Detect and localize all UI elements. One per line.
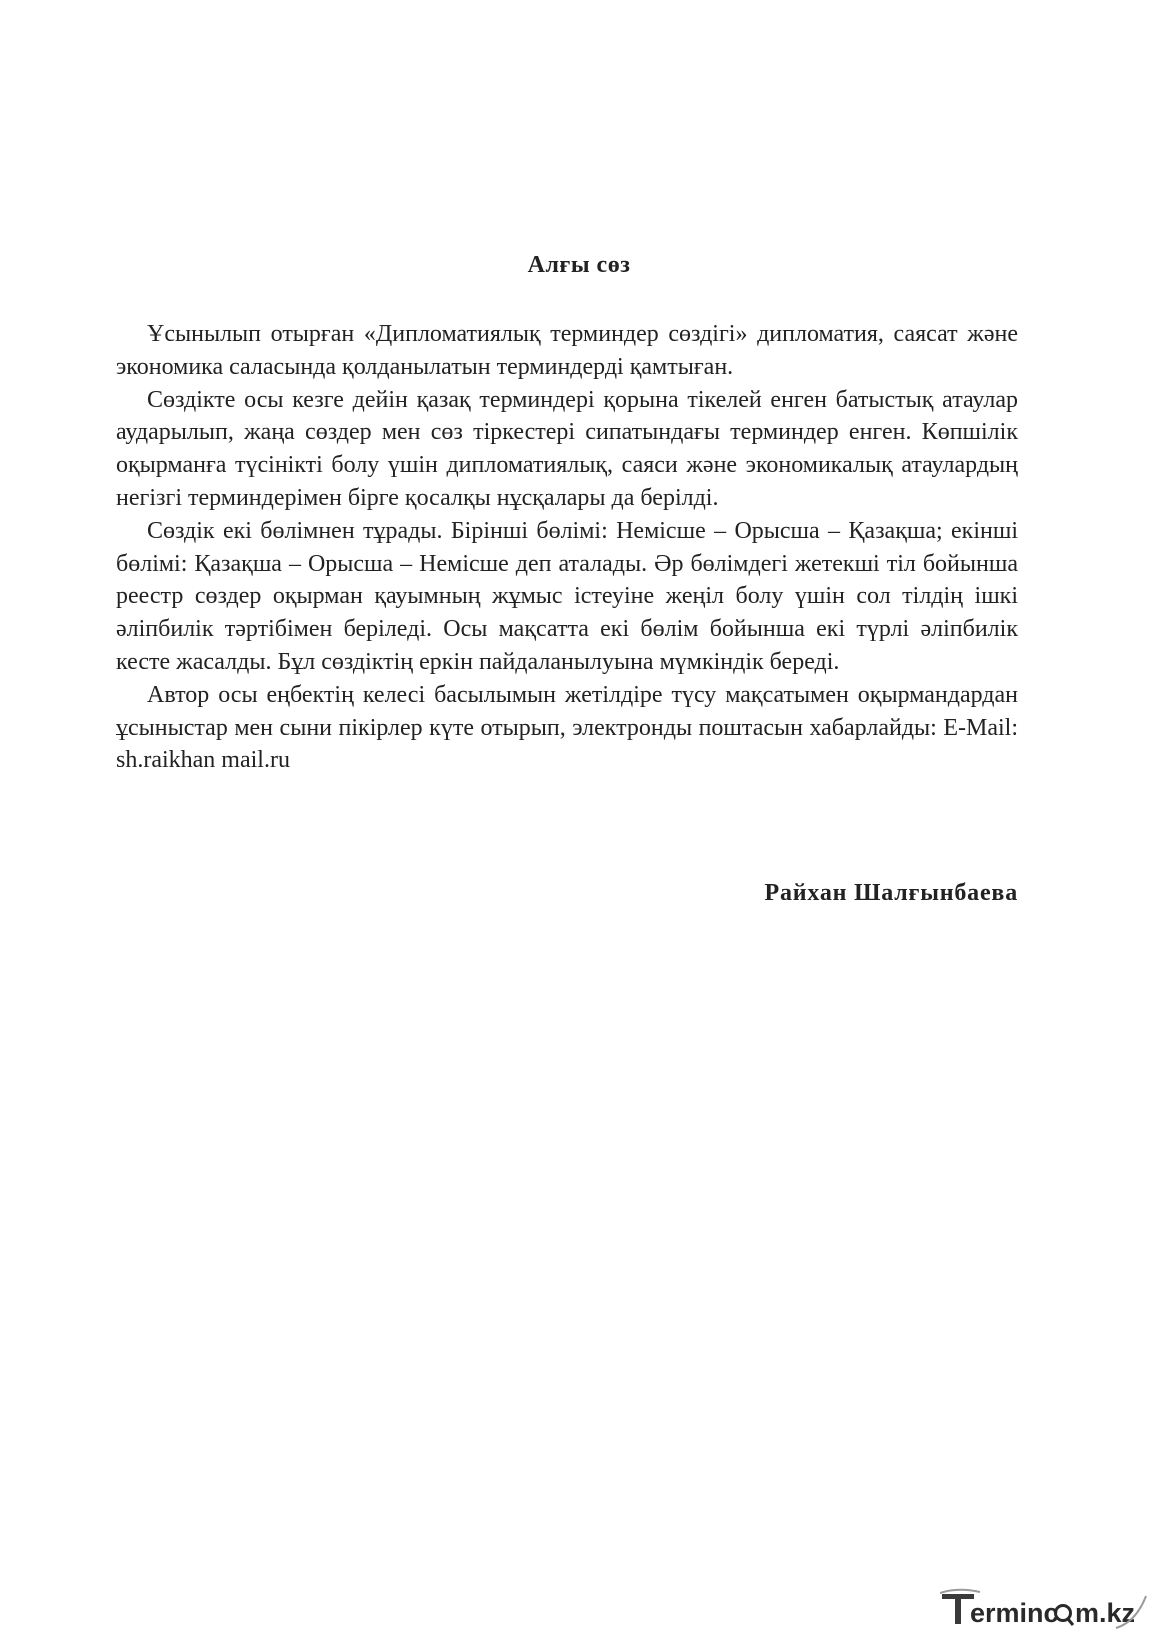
- document-title: Алғы сөз: [527, 252, 631, 278]
- author-signature: Райхан Шалғынбаева: [764, 880, 1018, 906]
- termincom-logo: [940, 1588, 1150, 1632]
- paragraph: Автор осы еңбектің келесі басылымын жетілдіре түсу мақсатымен оқырмандардан ұсыныстар мен сыни пікірлер күте отырып, электронды поштасын хабарлайды: E-Mail: sh.raikhan mail.ru: [116, 681, 1018, 774]
- paragraph: Сөздік екі бөлімнен тұрады. Бірінші бөлімі: Немісше – Орысша – Қазақша; екінші бөлімі: Қазақша – Орысша – Немісше деп аталады. Әр бөлімдегі жетекші тіл бойынша реестр сөздер оқырман қауымның жұмыс істеуіне жеңіл болу үшін сол тілдің ішкі әліпбилік тәртібімен беріледі. Осы мақсатта екі бөлім бойынша екі түрлі әліпбилік кесте жасалды. Бұл сөздіктің еркін пайдаланылуына мүмкіндік береді.: [116, 517, 1018, 675]
- svg-text:erminc: erminc: [970, 1598, 1059, 1628]
- document-body: [116, 318, 1018, 777]
- termincom-logo-icon: [940, 1588, 1150, 1632]
- svg-text:m.kz: m.kz: [1075, 1598, 1136, 1628]
- paragraph: Ұсынылып отырған «Дипломатиялық терминдер сөздігі» дипломатия, саясат және экономика саласында қолданылатын терминдерді қамтыған.: [116, 321, 1018, 380]
- paragraph: Сөздікте осы кезге дейін қазақ терминдері қорына тікелей енген батыстық атаулар аударылып, жаңа сөздер мен сөз тіркестері сипатындағы терминдер енген. Көпшілік оқырманға түсінікті болу үшін дипломатиялық, саяси және экономикалық атаулардың негізгі терминдерімен бірге қосалқы нұсқалары да берілді.: [116, 386, 1018, 511]
